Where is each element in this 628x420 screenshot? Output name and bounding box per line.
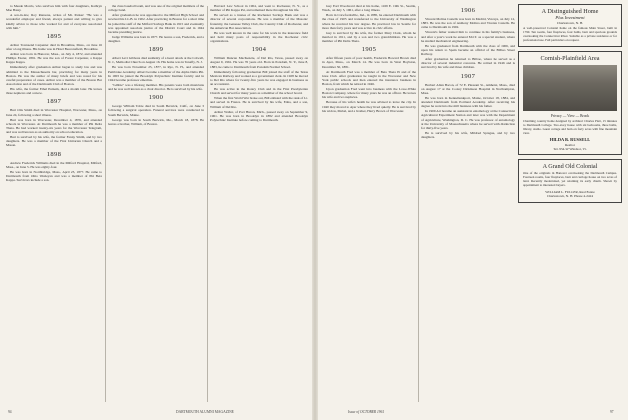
obituary-paragraph: Judge Williams was born in 1877. He leaves a son, Frederick, and a daughter. [108, 34, 204, 44]
class-year-heading: 1900 [148, 94, 164, 102]
class-year-heading: 1904 [251, 46, 267, 54]
obituary-paragraph: Born in Crawfordsville, Ind., in 1885, he entered Dartmouth with the class of 1905 and transferred to the University of Washington where he received his law degree. He practiced law in Seattle for more than forty years and was active in civic affairs. [322, 13, 416, 30]
obituary-paragraph: He was born in Kennebunkport, Maine, October 18, 1884, and attended Dartmouth from Portland Academy. After receiving his degree he went into the mill business with his father. [421, 95, 515, 109]
page-number-left: 94 [8, 410, 12, 414]
obituary-paragraph: Guy is survived by his wife, the former Mary Clark, whom he married in 1911, and by a son and two grandchildren. He was a member of Phi Delta Theta. [322, 30, 416, 44]
ad-home-location: Charlestown, N. H. [556, 20, 584, 25]
obituary-paragraph: He is survived by his wife, Mildred Sprague, and by two daughters. [421, 130, 515, 140]
realtor-name: HILDA B. RUSSELL [549, 137, 591, 143]
realtor-contact: Tel. 954-W Windsor, Vt. [553, 147, 587, 152]
right-column-1 [322, 4, 416, 406]
ad-distinguished-home [518, 4, 622, 47]
obituary-paragraph: After graduation he returned to Bilbao, where he served as a director of several industrial concerns. He retired in 1946 and is survived by his wife and three children. [421, 57, 515, 70]
right-column-2 [421, 4, 515, 406]
class-year-heading: 1905 [361, 46, 377, 54]
ad-cornish-caption: Privacy — View — Brook [550, 113, 590, 118]
obituary-paragraph: Burt was born in Worcester, December 4, 1876, and attended schools in Worcester. At Dartmouth he was a member of Phi Delta Theta. He had worked twenty-six years for the Worcester Telegram, and was well known as an authority on school education. [6, 117, 102, 135]
ad-home-subtitle: Plus Investment [555, 15, 585, 21]
obituary-paragraph: Burt Otis Smith died in Worcester Hospital, Worcester, Mass., on June 24, following a short illness. [6, 108, 102, 117]
ad-cornish-text: Charming country home designed by architect Charles Platt, 15 minutes to Dartmouth College. Two-story house with six bedrooms, three baths, library, studio. Guest cottage and barn on forty acres with fine mountain view. [523, 118, 617, 135]
obituary-paragraph: He was graduated from Dartmouth with the class of 1906, and upon his return to Spain became an official of the Bilbao Street Railway. [421, 43, 515, 57]
left-column-2 [108, 4, 204, 406]
obituary-paragraph: Arthur Waller, of Port Huron, Mich., passed away on September 9, 1961. He was born in Brooklyn in 1882 and attended Brooklyn Polytechnic Institute before coming to Dartmouth. [210, 109, 308, 122]
ad-cornish-plainfield [518, 51, 622, 156]
page-gutter [312, 0, 318, 420]
obituary-paragraph: "Gibbie" was a lifelong member. His parents were both musicians and he was well known as a choir director. He is survived by his wife. [108, 82, 204, 92]
issue-date-footer: Issue of OCTOBER 1961 [348, 410, 385, 414]
obituary-paragraph: Arthur Townsend Carpenter died in Brookline, Mass., on June 16 after a long illness. His home was in Hotel Beaconsfield, Brookline. [6, 42, 102, 51]
obituary-paragraph: Arthur was born in Hanover, Mass., on July 4, 1872, and attended Phillips Exeter, 1891. He was the son of Forest Carpenter, a Kappa Kappa Kappa. [6, 52, 102, 65]
page-number-right: 97 [610, 410, 614, 414]
obituary-paragraph: At Dartmouth Fred was a member of Beta Theta Pi and of the Glee Club. After graduation he taught in the Worcester and New York public schools and then entered the insurance business in Boston, from which he retired in 1946. [322, 69, 416, 87]
obituary-paragraph: Burt is survived by his wife, the former Fanny Smith, and by two daughters. He was a member of the First Unitarian Church and a Mason. [6, 135, 102, 148]
obituary-paragraph: Immediately after graduation Arthur began to study law and was admitted to the Massachusetts bar, practicing for many years in Boston. He was the author of many briefs and was noted for his careful preparation of cases. Arthur was a member of the Boston Bar Association and of the Dartmouth Club of Boston. [6, 65, 102, 87]
ad-home-text: A well-preserved Colonial home on the famous Main Street, built in 1790. Ten rooms, four fireplaces, four baths, barn and spacious grounds overlooking the Connecticut River. Suitable as a private residence or for professional use. Full particulars on request. [523, 26, 617, 42]
realtor-role: Realtor [565, 142, 575, 147]
house-photo [523, 65, 617, 111]
magazine-title-footer: DARTMOUTH ALUMNI MAGAZINE [176, 410, 234, 414]
obituary-paragraph: Because of his wife's health he was advised to leave the city. In 1940 they moved to Ayer where they lived quietly. He is survived by his widow, Mabel, and a brother, Harry Brown of Worcester. [322, 100, 416, 113]
ad-cornish-title: Cornish-Plainfield Area [540, 54, 600, 62]
obituary-paragraph: His wife, the former Ethel Putnam, died a month later. He leaves three nephews and a niece. [6, 87, 102, 96]
class-year-heading: 1895 [46, 32, 62, 40]
obituary-paragraph: After graduation he was appointed to the Milford High School and received his LL.B. in 1902. After practicing in Boston for a short time he joined the staff of the Milford Savings Bank in 1915 and eventually was appointed associate justice of the District Court and in 1944 became presiding justice. [108, 13, 204, 34]
column-divider [105, 6, 106, 402]
class-year-heading: 1906 [460, 7, 476, 14]
ad-home-title: A Distinguished Home [541, 8, 599, 15]
obituary-paragraph: Vincent Molina Castells was born in Madrid, Vizcaya, on July 12, 1883. He was the son of Anthony Molina and Vicenta Castells. He came to Dartmouth in 1902. [421, 17, 515, 30]
obituary-paragraph: After fifteen years of poor health, Frederick Howard Brown died in Ayer, Mass., on March 14. He was born in West Boylston, December 30, 1881. [322, 56, 416, 69]
obituary-paragraph: He served as a trustee of the Rochester Savings Bank and was a director of several corporations. He was a member of the Masonic fraternity, the Genesee Valley Club, the Country Club of Rochester, and the American Bar Association. [210, 13, 308, 30]
obituary-paragraph: Guy Earl Woodward died at his home, 1169 E. 19th St., Seattle, Wash., on July 5, 1961, after a long illness. [322, 4, 416, 13]
left-column-3 [210, 4, 308, 406]
obituary-paragraph: He was active in the Rotary Club and in the First Presbyterian Church and served for many years as a member of the school board. [210, 87, 308, 96]
obituary-paragraph: George was born in South Berwick, Me., March 18, 1878. He leaves a brother, William, of Boston. [108, 117, 204, 126]
column-divider [418, 6, 419, 402]
left-column-1 [6, 4, 102, 406]
ad-grand-old-colonial [518, 159, 622, 202]
obituary-paragraph: Upon graduation Fred went into business with the Lowe-White Boston Company, where for many years he was an officer. He leaves his wife and two nephews. [322, 87, 416, 100]
ad-colonial-title: A Grand Old Colonial [542, 163, 598, 171]
obituary-paragraph: In 1909 Art became an assistant in entomology at the Connecticut Agricultural Experiment Station and later was with the Department of Agriculture, Washington, D. C. He was professor of entomology at the University of Massachusetts where he served with distinction for thirty-five years. [421, 109, 515, 130]
obituary-paragraph: Vincent's father wanted him to continue in his family's business, and after a year's work he entered M.I.T. as a special student, where he studied mechanical engineering. [421, 30, 515, 43]
column-divider [207, 6, 208, 402]
obituary-paragraph: He was well known in the state for his work in the insurance field and held many posts of responsibility in the Rochester civic organizations. [210, 30, 308, 44]
obituary-paragraph: Albert Levi Gibbons died suddenly of a heart attack at the Colwell, N. J., Methodist Church on August 16. His home was in Tenafly, N. J. [108, 56, 204, 65]
ad-colonial-text: One of the originals in Hanover overlooking the Dartmouth Campus. Fourteen rooms, four fireplaces, barn and carriage house on two acres of land. Recently modernized, yet retaining its early charm. Shown by appointment to interested buyers. [523, 171, 617, 188]
ad-colonial-agent: WILLIAM L. FULLER, Real Estate [545, 190, 595, 195]
obituary-paragraph: Andrew Frederick Williams died in the Milford Hospital, Milford, Mass., on June 5. He was eighty-four. [6, 160, 102, 169]
obituary-paragraph: to Meade Morris, who survives him with four daughters, Kathryn Mae Batey. [6, 4, 102, 13]
obituary-paragraph: A son-in-law, Roy Ransone, writes of Mr. Parker: "He was a wonderful employer and friend, always patient and willing to give kindly advice to those who worked for and of everyone associated with him." [6, 13, 102, 30]
obituary-paragraph: Harvard Law School in 1904, and went to Rochester, N. Y., as a member of Phi Kappa Psi, and remained there throughout his life. [210, 4, 308, 13]
class-year-heading: 1899 [148, 46, 164, 54]
class-year-heading: 1898 [46, 150, 62, 158]
obituary-paragraph: He was born in Northbridge, Mass., April 23, 1877. He came to Dartmouth from Ohio Wesleyan and was a member of Phi Beta Kappa. Survivors include a son. [6, 169, 102, 183]
obituary-paragraph: George William Tobie died in South Berwick, Calif., on June 3 following a surgical operation. Funeral services were conducted in South Berwick, Maine. [108, 104, 204, 117]
obituary-paragraph: Herbert Allen Bacon, of 72 E. Pleasant St., Amherst, Mass., died on August 17 at the Cooley Dickinson Hospital in Northampton, Mass. [421, 82, 515, 95]
obituary-paragraph: the class baseball team, and was one of the original members of the college band. [108, 4, 204, 13]
obituary-paragraph: William Duncan MacKenzie, of Del Rio, Texas, passed away on August 9, 1961. He was 76 years old. Born in Potsdam, N. Y., June 8, 1883, he came to Dartmouth from Potsdam Normal School. [210, 56, 308, 69]
class-year-heading: 1907 [460, 72, 476, 80]
ad-colonial-address: Charlestown, N. H. Phone 4-2424 [546, 194, 594, 199]
obituary-paragraph: Immediately following graduation Bill joined the staff of the Texas Mexican Railway and worked as a government clerk. In 1928 he moved to Del Rio where for twenty-five years he was engaged in business as an accountant. [210, 69, 308, 87]
ad-column [518, 4, 622, 406]
class-year-heading: 1897 [46, 98, 62, 106]
obituary-paragraph: When the first World War broke out, Bill enlisted with the rank of Lt. and served in France. He is survived by his wife, Edna, and a son, William of Del Rio. [210, 96, 308, 109]
obituary-paragraph: He was born November 25, 1877, in Rye, N. H., and attended Pembroke Academy. Albert became a member of the Alpha Delta Phi. In 1903 he joined the Brooklyn Polytechnic Institute faculty and in 1944 became professor emeritus. [108, 65, 204, 82]
